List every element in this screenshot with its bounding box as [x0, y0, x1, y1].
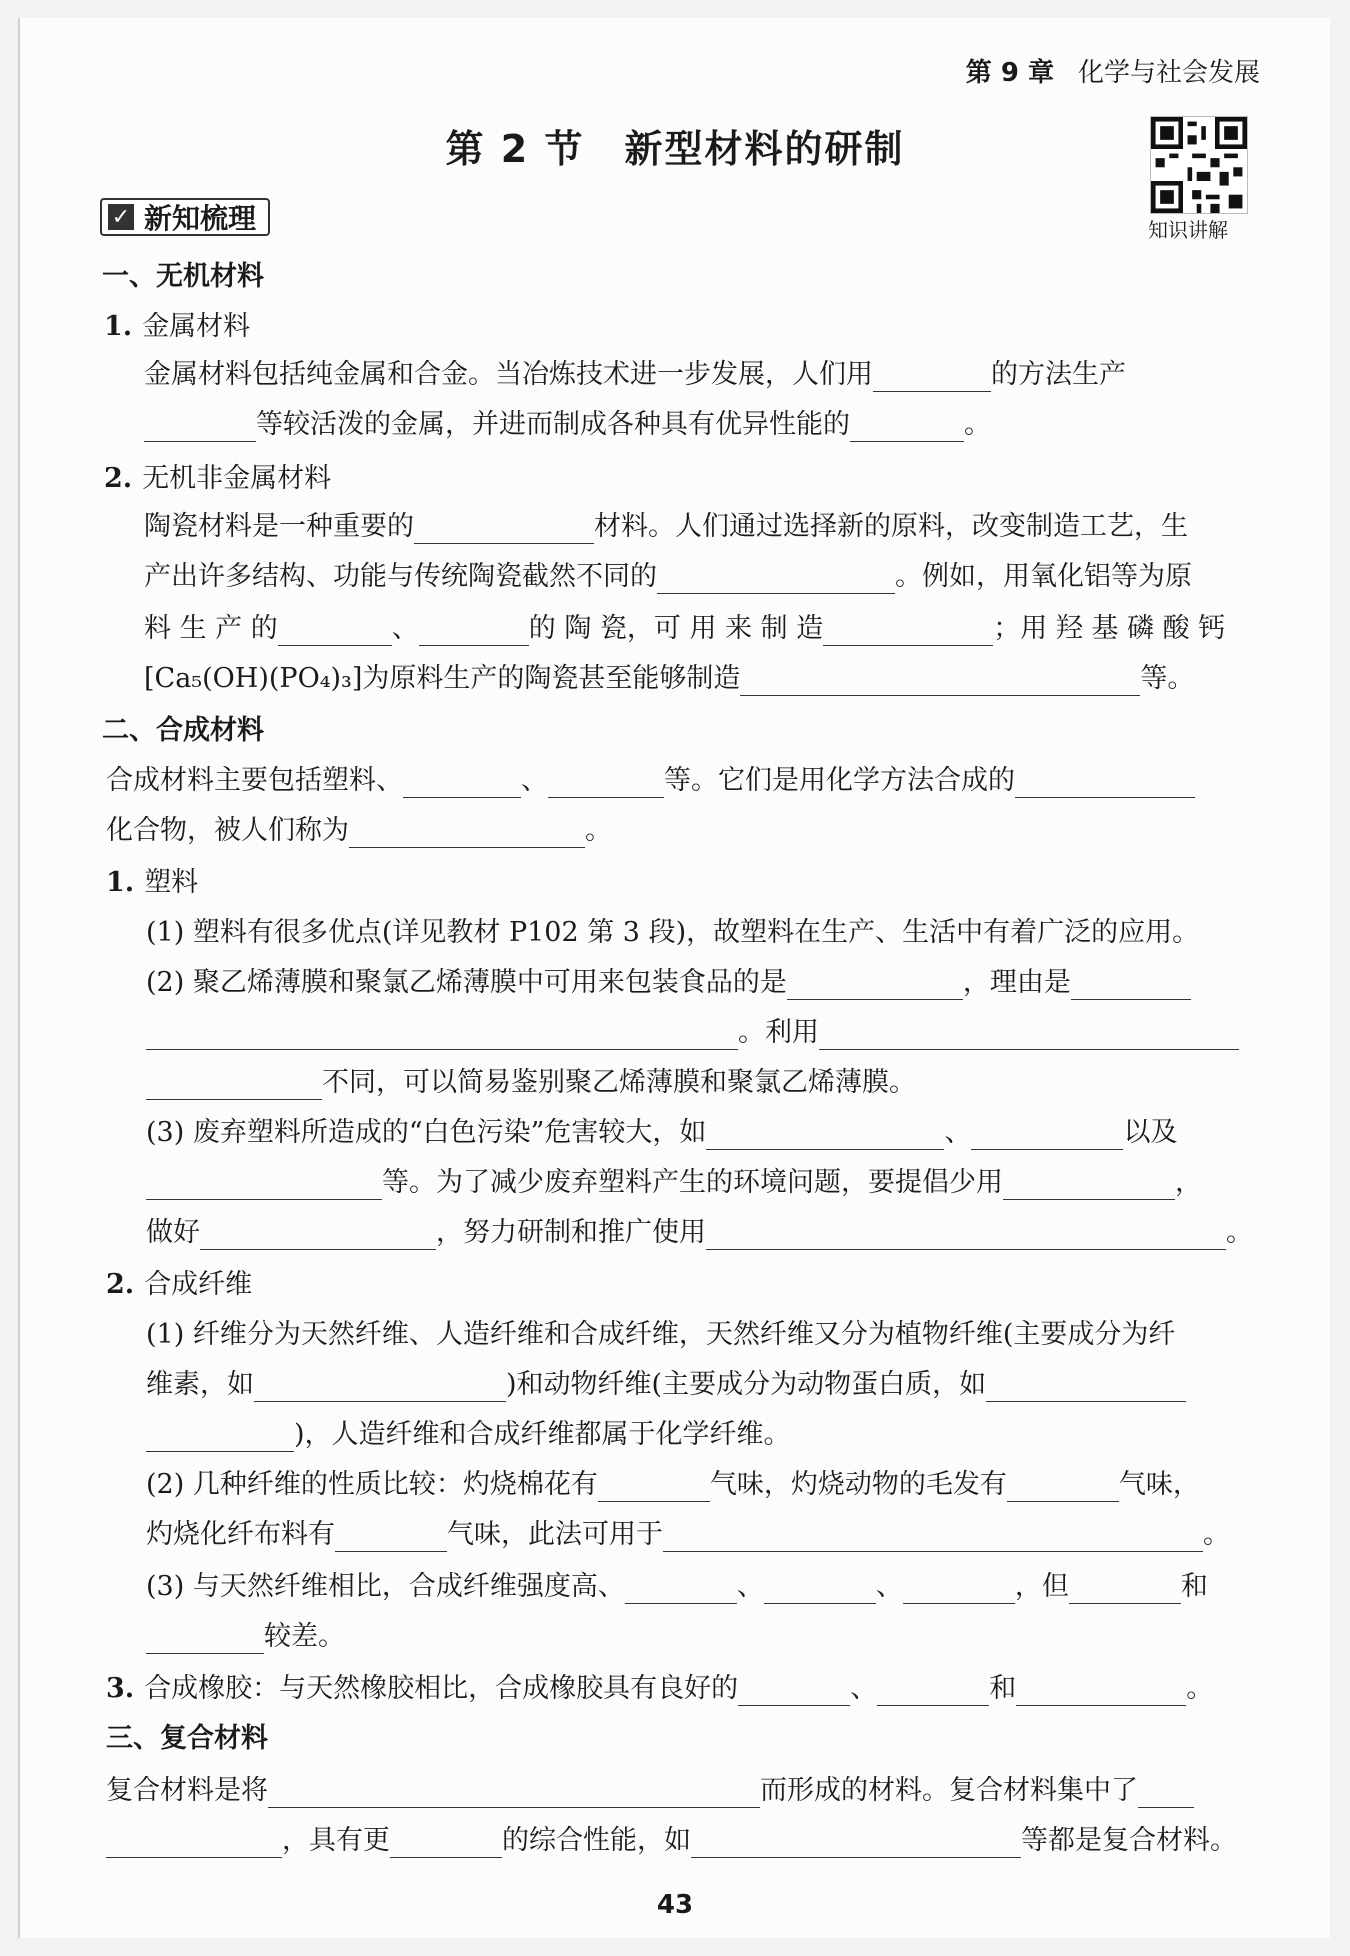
para-plastic-5: (3) 废弃塑料所造成的“白色污染”危害较大，如 、 以及 [146, 1117, 1178, 1148]
blank[interactable] [706, 1223, 1226, 1250]
blank[interactable] [787, 973, 963, 1000]
para-rubber: 3. 合成橡胶：与天然橡胶相比，合成橡胶具有良好的 、 和 。 [106, 1673, 1214, 1704]
para-fiber-5: 灼烧化纤布料有 气味，此法可用于 。 [146, 1519, 1230, 1550]
para-fiber-1: (1) 纤维分为天然纤维、人造纤维和合成纤维，天然纤维又分为植物纤维(主要成分为纤 [146, 1319, 1176, 1350]
chapter-number: 第 9 章 [965, 58, 1054, 88]
para-ceramic-2: 产出许多结构、功能与传统陶瓷截然不同的 。例如，用氧化铝等为原 [144, 561, 1192, 592]
blank[interactable] [548, 771, 664, 798]
para-ceramic-1: 陶瓷材料是一种重要的 材料。人们通过选择新的原料，改变制造工艺，生 [144, 511, 1188, 542]
heading-composite: 三、复合材料 [106, 1723, 268, 1754]
blank[interactable] [146, 1627, 264, 1654]
blank[interactable] [146, 1173, 382, 1200]
qr-code-icon[interactable] [1150, 116, 1248, 214]
blank[interactable] [144, 415, 256, 442]
blank[interactable] [390, 1831, 502, 1858]
para-plastic-2: (2) 聚乙烯薄膜和聚氯乙烯薄膜中可用来包装食品的是 ，理由是 [0, 966, 1350, 1000]
blank[interactable] [1069, 1577, 1181, 1604]
blank[interactable] [971, 1123, 1123, 1150]
new-knowledge-badge [100, 198, 270, 236]
blank[interactable] [419, 619, 529, 646]
para-plastic-4: 不同，可以简易鉴别聚乙烯薄膜和聚氯乙烯薄膜。 [0, 1066, 1350, 1100]
para-ceramic-4: [Ca₅(OH)(PO₄)₃]为原料生产的陶瓷甚至能够制造 等。 [144, 663, 1195, 694]
para-fiber-6: (3) 与天然纤维相比，合成纤维强度高、 、 、 ，但 和 [146, 1571, 1208, 1602]
blank[interactable] [254, 1375, 506, 1402]
blank[interactable] [268, 1781, 760, 1808]
para-plastic-7: 做好 ，努力研制和推广使用 。 [146, 1217, 1253, 1248]
para-composite-1: 复合材料是将 而形成的材料。复合材料集中了 [0, 1774, 1350, 1808]
para-metal-2: 等较活泼的金属，并进而制成各种具有优异性能的 。 [0, 408, 1350, 442]
blank[interactable] [706, 1123, 944, 1150]
para-fiber-7: 较差。 [0, 1620, 1350, 1654]
blank[interactable] [625, 1577, 737, 1604]
blank[interactable] [663, 1525, 1203, 1552]
para-fiber-3: )，人造纤维和合成纤维都属于化学纤维。 [0, 1418, 1350, 1452]
blank[interactable] [873, 365, 991, 392]
blank[interactable] [1003, 1173, 1175, 1200]
blank[interactable] [1015, 771, 1195, 798]
blank[interactable] [738, 1679, 850, 1706]
qr-label: 知识讲解 [1148, 218, 1228, 242]
subheading-metal: 1. 金属材料 [104, 311, 251, 342]
blank[interactable] [691, 1831, 1021, 1858]
blank[interactable] [877, 1679, 989, 1706]
blank[interactable] [1007, 1475, 1119, 1502]
checkmark-icon: ✓ [108, 204, 134, 230]
blank[interactable] [278, 619, 392, 646]
blank[interactable] [403, 771, 521, 798]
para-plastic-6: 等。为了减少废弃塑料产生的环境问题，要提倡少用 ， [0, 1166, 1350, 1200]
para-synthetic-1: 合成材料主要包括塑料、 、 等。它们是用化学方法合成的 [0, 764, 1350, 798]
para-composite-2: ，具有更 的综合性能，如 等都是复合材料。 [0, 1824, 1350, 1858]
blank[interactable] [657, 567, 895, 594]
blank[interactable] [850, 415, 964, 442]
badge-label: 新知梳理 [144, 202, 257, 235]
blank[interactable] [764, 1577, 876, 1604]
chapter-title: 化学与社会发展 [1077, 58, 1260, 88]
blank[interactable] [349, 821, 585, 848]
blank[interactable] [1071, 973, 1191, 1000]
para-fiber-2: 维素，如 )和动物纤维(主要成分为动物蛋白质，如 [0, 1368, 1350, 1402]
para-plastic-1: (1) 塑料有很多优点(详见教材 P102 第 3 段)，故塑料在生产、生活中有着广泛的应用。 [146, 917, 1200, 948]
blank[interactable] [335, 1525, 447, 1552]
blank[interactable] [200, 1223, 436, 1250]
chapter-header [966, 52, 1260, 89]
blank[interactable] [1138, 1781, 1194, 1808]
blank[interactable] [819, 1023, 1239, 1050]
para-metal-1: 金属材料包括纯金属和合金。当冶炼技术进一步发展，人们用 的方法生产 [144, 359, 1126, 390]
blank[interactable] [146, 1073, 322, 1100]
blank[interactable] [740, 669, 1140, 696]
blank[interactable] [823, 619, 993, 646]
para-synthetic-2: 化合物，被人们称为 。 [106, 815, 612, 846]
blank[interactable] [598, 1475, 710, 1502]
page-number: 43 [656, 1890, 694, 1920]
blank[interactable] [986, 1375, 1186, 1402]
blank[interactable] [1016, 1679, 1186, 1706]
blank[interactable] [106, 1831, 282, 1858]
blank[interactable] [903, 1577, 1015, 1604]
blank[interactable] [146, 1425, 294, 1452]
subheading-plastic: 1. 塑料 [106, 867, 199, 898]
subheading-fiber: 2. 合成纤维 [106, 1269, 253, 1300]
para-ceramic-3: 料 生 产 的 、 的 陶 瓷，可 用 来 制 造 ；用 羟 基 磷 酸 钙 [144, 613, 1226, 644]
heading-synthetic: 二、合成材料 [102, 715, 264, 746]
para-plastic-3: 。利用 [0, 1016, 1350, 1050]
subheading-nonmetal: 2. 无机非金属材料 [104, 463, 332, 494]
section-title: 第 2 节 新型材料的研制 [445, 127, 905, 171]
blank[interactable] [146, 1023, 738, 1050]
para-fiber-4: (2) 几种纤维的性质比较：灼烧棉花有 气味，灼烧动物的毛发有 气味， [146, 1469, 1200, 1500]
blank[interactable] [414, 517, 594, 544]
heading-inorganic: 一、无机材料 [102, 261, 264, 292]
